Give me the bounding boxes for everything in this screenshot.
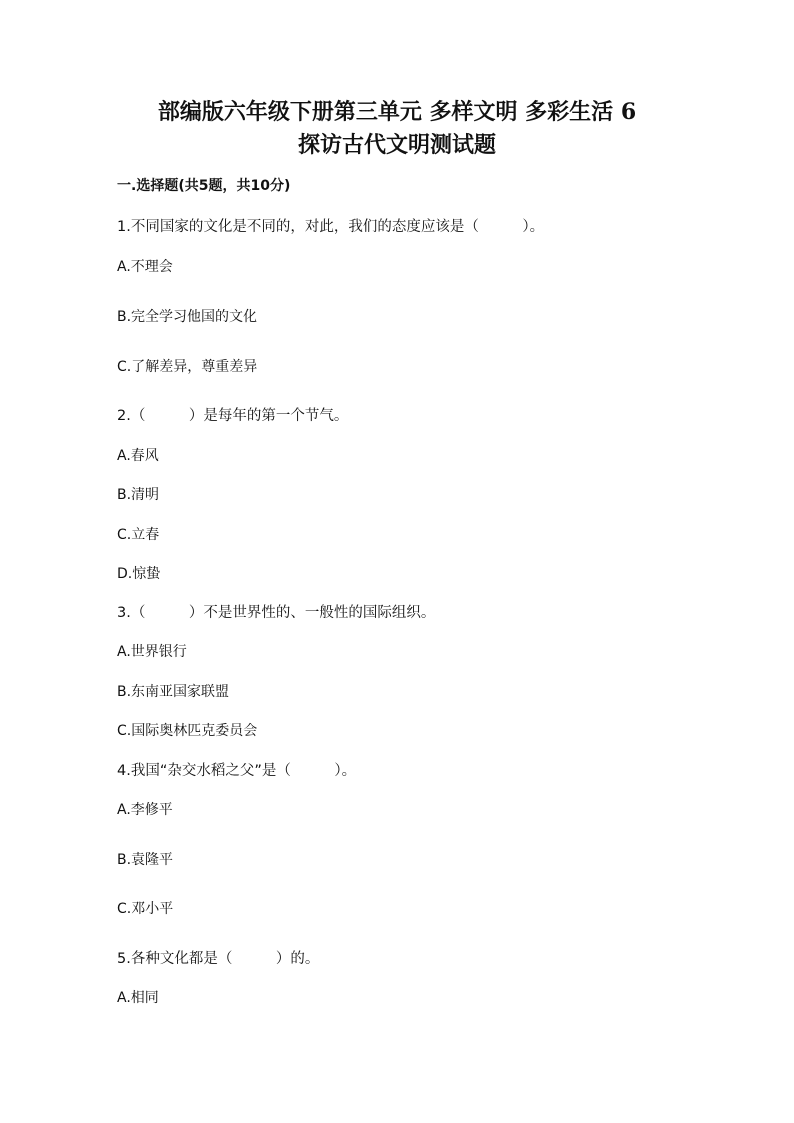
question-5-stem: 5.各种文化都是（ ）的。 [117,951,320,967]
question-1-option-b: B.完全学习他国的文化 [117,309,258,325]
question-4-option-a: A.李修平 [117,802,173,818]
question-2-stem: 2.（ ）是每年的第一个节气。 [117,408,349,424]
question-3-option-a: A.世界银行 [117,644,187,660]
question-2-option-b: B.清明 [117,487,160,503]
question-1-option-a: A.不理会 [117,259,173,275]
question-3-option-b: B.东南亚国家联盟 [117,684,230,700]
document-title-line-1: 部编版六年级下册第三单元 多样文明 多彩生活 6 [157,99,637,125]
question-5-option-a: A.相同 [117,990,159,1006]
question-2-option-c: C.立春 [117,527,160,543]
question-4-option-c: C.邓小平 [117,901,174,917]
question-1-option-c: C.了解差异，尊重差异 [117,359,258,375]
question-3-stem: 3.（ ）不是世界性的、一般性的国际组织。 [117,605,436,621]
section-heading: 一.选择题(共5题，共10分) [117,178,291,194]
question-2-option-a: A.春风 [117,448,159,464]
question-4-stem: 4.我国“杂交水稻之父”是（ ）。 [117,763,357,779]
question-3-option-c: C.国际奥林匹克委员会 [117,723,258,739]
question-1-stem: 1.不同国家的文化是不同的，对此，我们的态度应该是（ ）。 [117,219,545,235]
document-title-line-2: 探访古代文明测试题 [297,132,496,158]
question-2-option-d: D.惊蛰 [117,566,161,582]
question-4-option-b: B.袁隆平 [117,852,174,868]
